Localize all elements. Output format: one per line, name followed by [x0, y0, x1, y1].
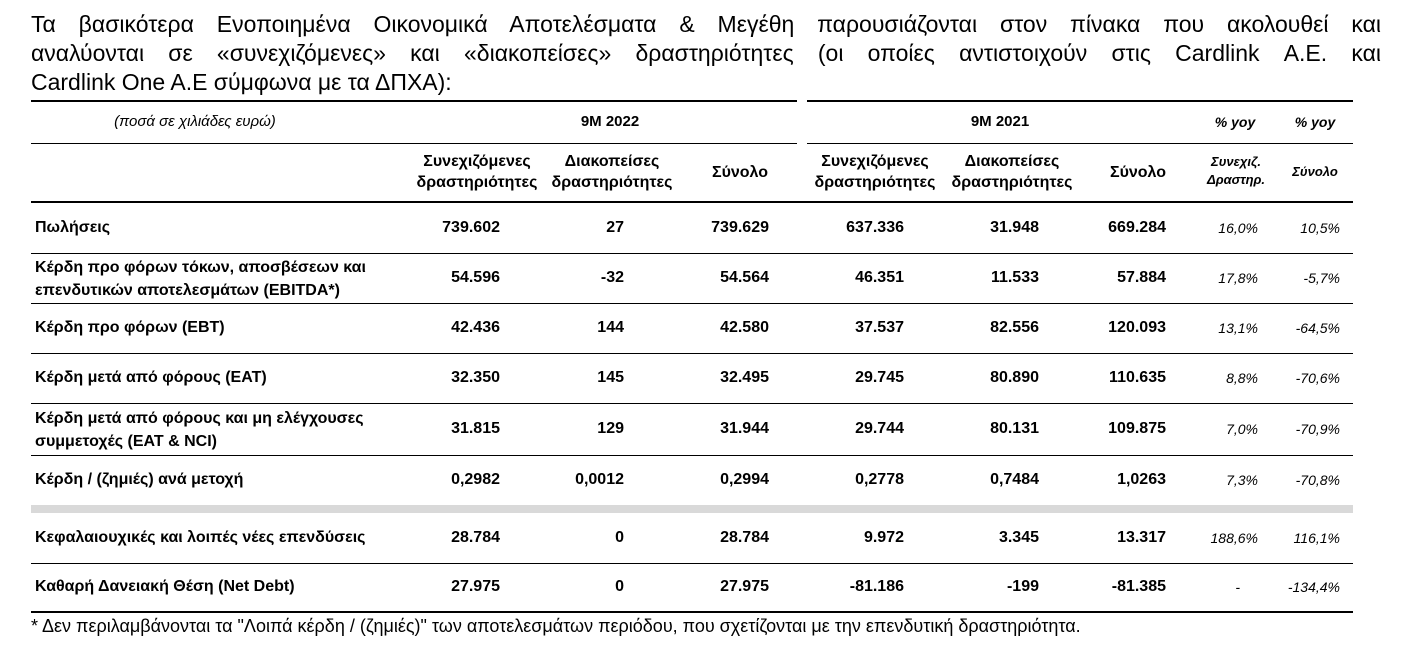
col-header-yoy-continuing — [1196, 153, 1276, 189]
value-cell-t21: 110.635 — [1109, 369, 1166, 386]
yoy-total-cell: 10,5% — [1300, 219, 1340, 236]
table-top-rule-right — [807, 100, 1353, 102]
intro-line-3: Cardlink One A.E σύμφωνα με τα ΔΠΧΑ): — [31, 69, 452, 95]
value-cell-t22: 42.580 — [720, 319, 769, 336]
col-header-total-2021: Σύνολο — [1109, 164, 1167, 181]
row-label-line1: Κέρδη προ φόρων τόκων, αποσβέσεων και — [35, 258, 366, 276]
value-cell-t21: 120.093 — [1108, 319, 1166, 336]
row-label — [35, 256, 366, 302]
column-header-rule — [31, 201, 1353, 203]
row-rule — [31, 563, 1353, 564]
value-cell-t21: -81.385 — [1111, 578, 1166, 595]
col-header-continuing-2021 — [806, 151, 944, 193]
value-cell-d21: 3.345 — [998, 528, 1039, 546]
row-label — [35, 369, 267, 387]
intro-line-1: Τα βασικότερα Ενοποιημένα Οικονομικά Αποτελέσματα & Μεγέθη παρουσιάζονται στον πίνακα που ακολουθεί και — [31, 11, 1381, 37]
row-label — [35, 407, 364, 453]
col-header-continuing-line2: δραστηριότητες — [814, 174, 936, 191]
row-rule — [31, 455, 1353, 456]
period-header-rule-right — [807, 143, 1353, 144]
units-note: (ποσά σε χιλιάδες ευρώ) — [114, 113, 276, 130]
yoy-continuing-cell: 7,3% — [1226, 472, 1258, 488]
value-cell-t21: 1,0263 — [1117, 471, 1166, 488]
yoy-total-cell: -64,5% — [1295, 320, 1340, 336]
col-header-yoy-total: Σύνολο — [1292, 164, 1338, 179]
row-label-line1: Κέρδη μετά από φόρους (EAT) — [35, 369, 267, 386]
value-cell-t22: 0,2994 — [720, 471, 769, 488]
period-header-rule-left — [31, 143, 797, 144]
yoy-total-cell: 116,1% — [1293, 529, 1340, 546]
value-cell-d21: 0,7484 — [990, 471, 1039, 488]
value-cell-c22: 28.784 — [451, 528, 500, 546]
yoy-continuing-cell: 13,1% — [1218, 320, 1258, 336]
yoy-continuing-cell: 8,8% — [1226, 370, 1258, 386]
value-cell-d21: 11.533 — [990, 269, 1039, 286]
value-cell-d22: 0 — [615, 528, 624, 546]
col-header-continuing-line1: Συνεχιζόμενες — [423, 153, 531, 170]
row-label — [35, 529, 365, 547]
footnote: * Δεν περιλαμβάνονται τα "Λοιπά κέρδη / (ζημιές)" των αποτελεσμάτων περιόδου, που σχετίζονται με την επενδυτική δραστηριότητα. — [31, 616, 1081, 636]
col-header-discontinued-line1: Διακοπείσες — [964, 153, 1060, 170]
row-label — [35, 319, 225, 337]
value-cell-t21: 13.317 — [1117, 528, 1166, 546]
yoy-header-continuing: % yoy — [1214, 114, 1256, 130]
yoy-total-cell: -5,7% — [1303, 270, 1340, 286]
value-cell-d22: 27 — [606, 218, 624, 236]
row-label — [35, 578, 295, 596]
value-cell-t22: 32.495 — [720, 369, 769, 386]
row-label — [35, 219, 110, 237]
row-label — [35, 471, 243, 489]
yoy-total-cell: -134,4% — [1287, 579, 1340, 595]
yoy-continuing-cell: - — [1235, 579, 1240, 595]
value-cell-t21: 57.884 — [1117, 269, 1166, 286]
col-header-continuing-line2: δραστηριότητες — [416, 174, 538, 191]
row-label-line1: Κέρδη προ φόρων (EBT) — [35, 319, 225, 336]
yoy-total-cell: -70,9% — [1295, 421, 1340, 437]
value-cell-c22: 27.975 — [451, 578, 500, 595]
table-top-rule-left — [31, 100, 797, 102]
col-header-discontinued-2021 — [944, 151, 1080, 193]
row-label-line1: Κέρδη / (ζημιές) ανά μετοχή — [35, 471, 244, 488]
value-cell-t22: 54.564 — [720, 269, 769, 286]
row-rule — [31, 303, 1353, 304]
value-cell-c22: 42.436 — [451, 319, 500, 336]
yoy-continuing-cell: 17,8% — [1218, 270, 1258, 286]
value-cell-d21: 80.890 — [990, 369, 1039, 386]
separator-band — [31, 505, 1353, 513]
value-cell-c21: 0,2778 — [855, 471, 904, 488]
intro-line-2: αναλύονται σε «συνεχιζόμενες» και «διακοπείσες» δραστηριότητες (οι οποίες αντιστοιχούν στις Cardlink Α.Ε. και — [31, 40, 1381, 66]
yoy-header-total: % yoy — [1294, 114, 1336, 130]
value-cell-d22: 145 — [597, 369, 624, 386]
value-cell-t22: 27.975 — [720, 578, 769, 595]
col-header-discontinued-2022 — [546, 151, 678, 193]
value-cell-c22: 31.815 — [451, 420, 500, 437]
value-cell-d22: 0,0012 — [575, 471, 624, 488]
period-2022-header: 9M 2022 — [580, 113, 640, 130]
col-header-yoy-continuing-line1: Συνεχιζ. — [1211, 154, 1261, 169]
col-header-discontinued-line2: δραστηριότητες — [951, 174, 1073, 191]
value-cell-c21: 37.537 — [855, 319, 904, 336]
col-header-continuing-2022 — [408, 151, 546, 193]
value-cell-t21: 669.284 — [1108, 218, 1166, 236]
row-label-line1: Κεφαλαιουχικές και λοιπές νέες επενδύσεις — [35, 528, 366, 546]
col-header-discontinued-line2: δραστηριότητες — [551, 174, 673, 191]
row-rule — [31, 253, 1353, 254]
value-cell-c21: 9.972 — [863, 528, 904, 546]
row-label-line2: επενδυτικών αποτελεσμάτων (EBITDA*) — [35, 281, 340, 299]
table-bottom-rule — [31, 611, 1353, 613]
row-rule — [31, 353, 1353, 354]
value-cell-t22: 739.629 — [711, 218, 769, 236]
value-cell-c22: 739.602 — [442, 218, 500, 236]
yoy-total-cell: -70,8% — [1295, 472, 1340, 488]
col-header-yoy-continuing-line2: Δραστηρ. — [1206, 172, 1266, 187]
value-cell-t21: 109.875 — [1108, 420, 1166, 437]
value-cell-d22: 129 — [597, 420, 624, 437]
yoy-continuing-cell: 7,0% — [1226, 421, 1258, 437]
value-cell-c21: 29.744 — [855, 420, 904, 437]
col-header-total-2022: Σύνολο — [711, 164, 769, 181]
value-cell-c21: 29.745 — [855, 369, 904, 386]
row-rule — [31, 403, 1353, 404]
value-cell-c21: 46.351 — [855, 269, 904, 286]
value-cell-d21: 82.556 — [990, 319, 1039, 336]
value-cell-d22: -32 — [600, 269, 624, 286]
row-label-line1: Κέρδη μετά από φόρους και μη ελέγχουσες — [35, 409, 364, 427]
col-header-discontinued-line1: Διακοπείσες — [564, 153, 660, 170]
value-cell-d21: 80.131 — [990, 420, 1039, 437]
value-cell-c22: 32.350 — [451, 369, 500, 386]
row-label-line1: Καθαρή Δανειακή Θέση (Net Debt) — [35, 578, 295, 595]
value-cell-t22: 31.944 — [720, 420, 769, 437]
value-cell-d22: 144 — [597, 319, 624, 336]
row-label-line1: Πωλήσεις — [35, 218, 111, 236]
value-cell-t22: 28.784 — [720, 528, 769, 546]
value-cell-d22: 0 — [615, 578, 624, 595]
yoy-continuing-cell: 188,6% — [1210, 529, 1258, 546]
yoy-continuing-cell: 16,0% — [1218, 219, 1258, 236]
value-cell-c21: 637.336 — [846, 218, 904, 236]
value-cell-c21: -81.186 — [849, 578, 904, 595]
value-cell-d21: 31.948 — [990, 218, 1039, 236]
col-header-continuing-line1: Συνεχιζόμενες — [821, 153, 929, 170]
row-label-line2: συμμετοχές (EAT & NCI) — [35, 432, 217, 450]
value-cell-d21: -199 — [1006, 578, 1039, 595]
value-cell-c22: 0,2982 — [451, 471, 500, 488]
yoy-total-cell: -70,6% — [1295, 370, 1340, 386]
period-2021-header: 9M 2021 — [970, 113, 1030, 130]
value-cell-c22: 54.596 — [451, 269, 500, 286]
